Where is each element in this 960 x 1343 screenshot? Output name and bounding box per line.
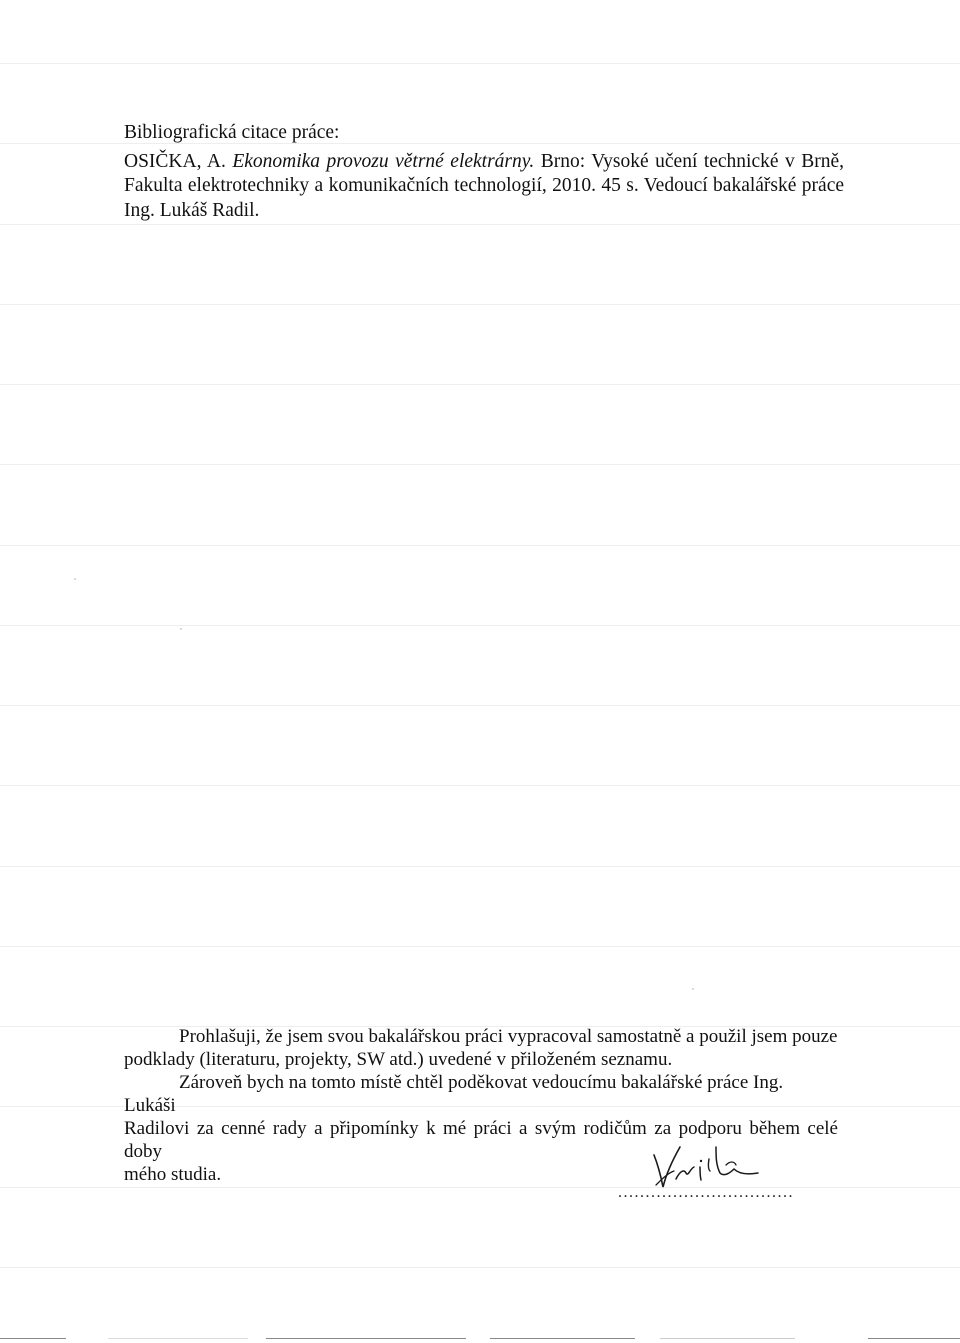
scan-line (0, 625, 960, 626)
scan-line (0, 705, 960, 706)
scan-line (0, 384, 960, 385)
signature-block (618, 1135, 838, 1205)
scan-edge (108, 1338, 248, 1339)
signature-line: ................................ (618, 1184, 794, 1201)
citation-line-2: Fakulta elektrotechniky a komunikačních technologií, 2010. 45 s. Vedoucí bakalářské práce (124, 175, 844, 196)
scan-speck (692, 988, 694, 990)
scan-speck (74, 578, 76, 580)
citation-title: Ekonomika provozu větrné elektrárny. (232, 150, 535, 172)
scan-line (0, 304, 960, 305)
acknowledgement-line-3: mého studia. (124, 1164, 222, 1185)
scan-edge (0, 1338, 66, 1339)
scan-line (0, 785, 960, 786)
declaration-line-1: Prohlašuji, že jsem svou bakalářskou práci vypracoval samostatně a použil jsem pouze (179, 1026, 838, 1047)
scan-line (0, 1267, 960, 1268)
scan-edge (660, 1338, 795, 1339)
scan-line (0, 866, 960, 867)
citation-publisher: Brno: Vysoké učení technické v Brně, (540, 150, 845, 172)
acknowledgement-line-1: Zároveň bych na tomto místě chtěl poděkovat vedoucímu bakalářské práce Ing. Lukáši (124, 1072, 784, 1116)
citation-heading: Bibliografická citace práce: (124, 122, 340, 143)
scan-line (0, 63, 960, 64)
scan-line (0, 545, 960, 546)
scan-edge (490, 1338, 635, 1339)
citation-line-3: Ing. Lukáš Radil. (124, 199, 260, 221)
scan-line (0, 946, 960, 947)
bibliographic-citation (124, 121, 844, 223)
declaration-line-2: podklady (literaturu, projekty, SW atd.) uvedené v přiloženém seznamu. (124, 1049, 673, 1070)
scan-edge (266, 1338, 466, 1339)
citation-author: OSIČKA, A. (124, 150, 226, 172)
scan-speck (180, 628, 182, 630)
acknowledgement-line-2: Radilovi za cenné rady a připomínky k mé práci a svým rodičům za podporu během celé doby (124, 1118, 838, 1162)
scan-line (0, 224, 960, 225)
scan-edge (868, 1338, 960, 1339)
scan-line (0, 464, 960, 465)
citation-line-1 (124, 150, 844, 175)
